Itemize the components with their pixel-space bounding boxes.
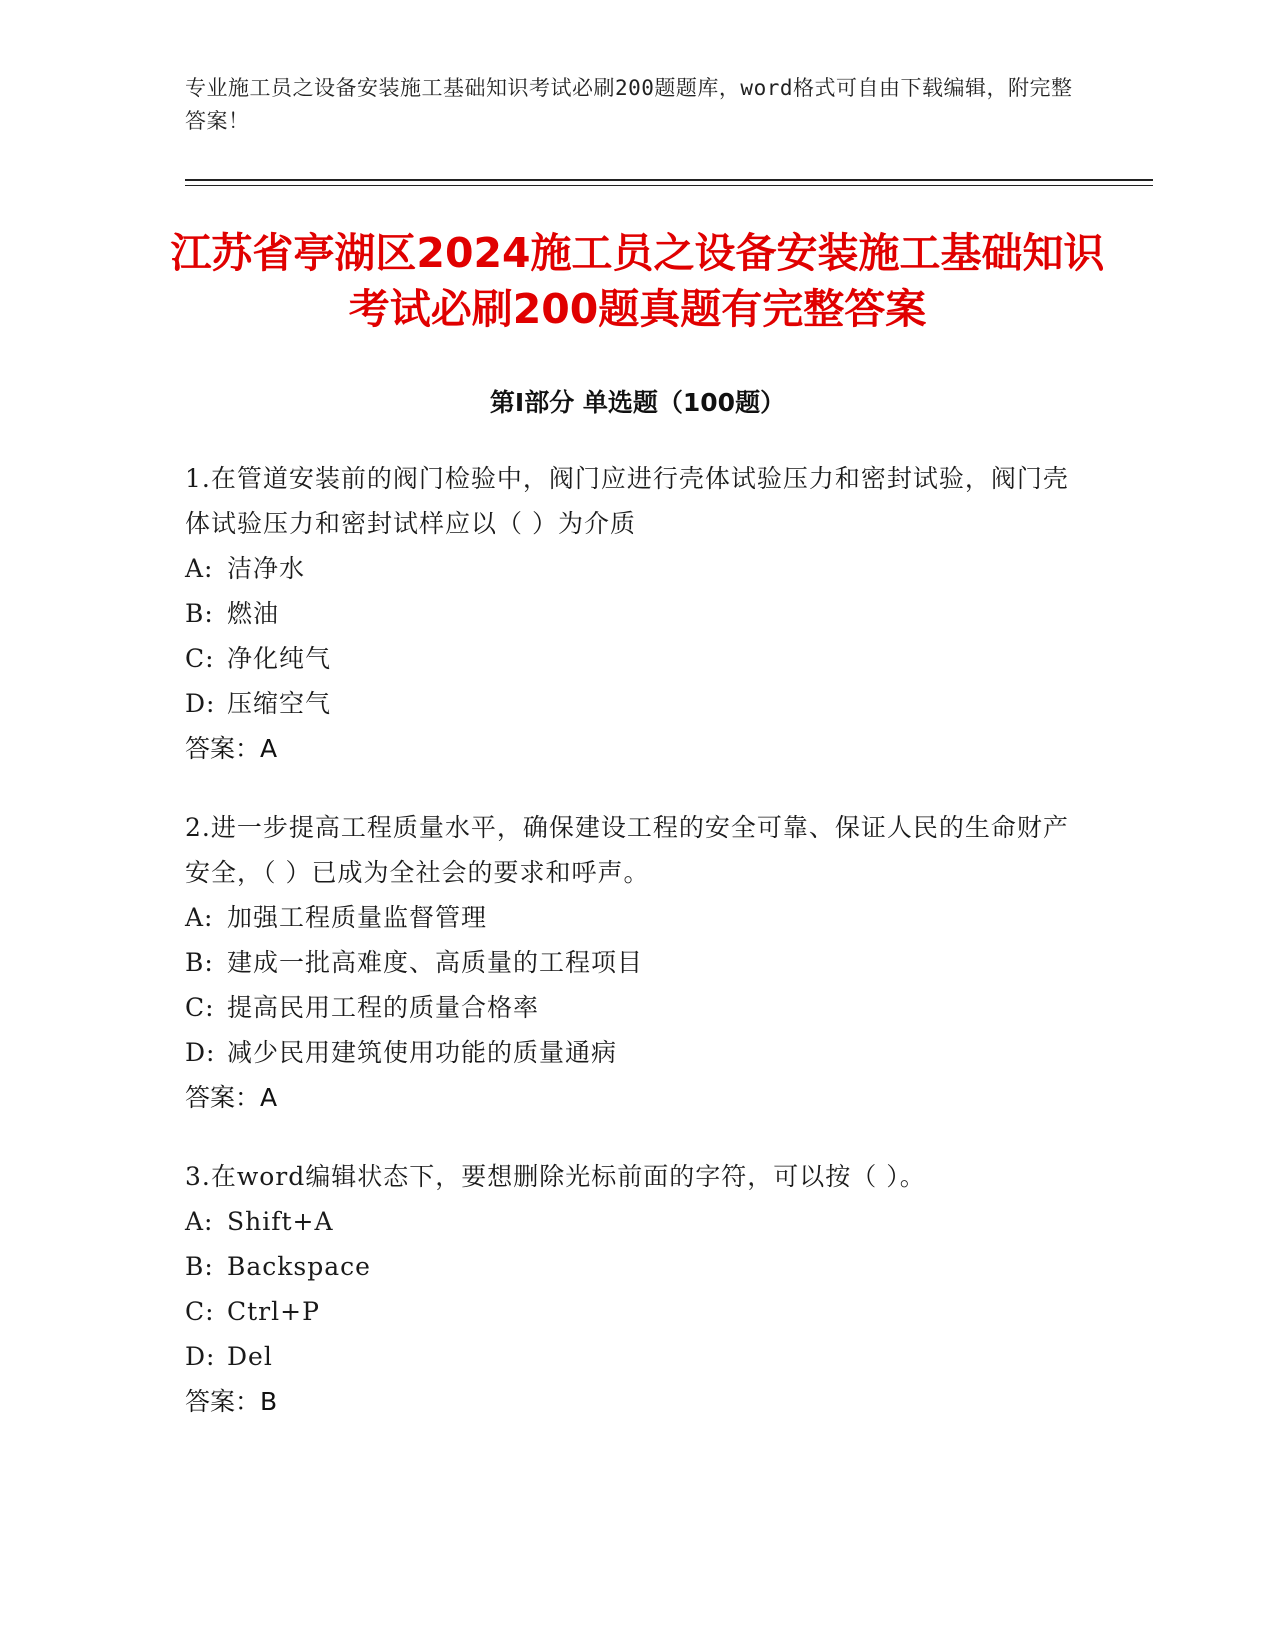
question-1	[185, 456, 1085, 771]
option-letter: C:	[185, 1297, 215, 1326]
option-d	[185, 681, 1085, 726]
option-letter: B:	[185, 948, 214, 977]
option-letter: D:	[185, 689, 216, 718]
answer-label: 答案：B	[185, 1387, 278, 1416]
option-a	[185, 1199, 1085, 1244]
option-text: Shift+A	[227, 1207, 334, 1236]
option-b	[185, 591, 1085, 636]
option-text: 加强工程质量监督管理	[227, 903, 488, 932]
header-divider-thick	[185, 179, 1153, 181]
option-a	[185, 895, 1085, 940]
option-letter: B:	[185, 1252, 214, 1281]
option-text: 压缩空气	[227, 689, 332, 718]
option-c	[185, 985, 1085, 1030]
option-text: Ctrl+P	[227, 1297, 320, 1326]
option-d	[185, 1030, 1085, 1075]
answer-label: 答案：A	[185, 734, 278, 763]
question-3	[185, 1154, 1085, 1424]
option-text: 减少民用建筑使用功能的质量通病	[227, 1038, 618, 1067]
option-c	[185, 636, 1085, 681]
document-title: 江苏省亭湖区2024施工员之设备安装施工基础知识考试必刷200题真题有完整答案	[170, 229, 1105, 333]
option-letter: A:	[185, 903, 214, 932]
option-text: Backspace	[227, 1252, 371, 1281]
option-letter: B:	[185, 599, 214, 628]
option-letter: A:	[185, 554, 214, 583]
option-text: 建成一批高难度、高质量的工程项目	[227, 948, 644, 977]
section-title: 第Ⅰ部分 单选题（100题）	[489, 388, 786, 417]
option-c	[185, 1289, 1085, 1334]
option-b	[185, 940, 1085, 985]
question-2	[185, 805, 1085, 1120]
option-letter: C:	[185, 993, 215, 1022]
option-text: 净化纯气	[227, 644, 332, 673]
answer-label: 答案：A	[185, 1083, 278, 1112]
header-note: 专业施工员之设备安装施工基础知识考试必刷200题题库，word格式可自由下载编辑，附完整答案！	[185, 76, 1073, 133]
question-text: 1.在管道安装前的阀门检验中，阀门应进行壳体试验压力和密封试验，阀门壳体试验压力和密封试样应以（ ）为介质	[185, 464, 1069, 538]
option-text: 提高民用工程的质量合格率	[227, 993, 540, 1022]
option-letter: D:	[185, 1038, 216, 1067]
header-divider-thin	[185, 185, 1153, 186]
option-d	[185, 1334, 1085, 1379]
option-a	[185, 546, 1085, 591]
question-text: 3.在word编辑状态下，要想删除光标前面的字符，可以按（ ）。	[185, 1162, 926, 1191]
question-text: 2.进一步提高工程质量水平，确保建设工程的安全可靠、保证人民的生命财产安全，（ ）已成为全社会的要求和呼声。	[185, 813, 1069, 887]
option-letter: C:	[185, 644, 215, 673]
option-b	[185, 1244, 1085, 1289]
option-text: 燃油	[227, 599, 280, 628]
option-letter: D:	[185, 1342, 216, 1371]
option-letter: A:	[185, 1207, 214, 1236]
option-text: 洁净水	[227, 554, 306, 583]
option-text: Del	[227, 1342, 273, 1371]
